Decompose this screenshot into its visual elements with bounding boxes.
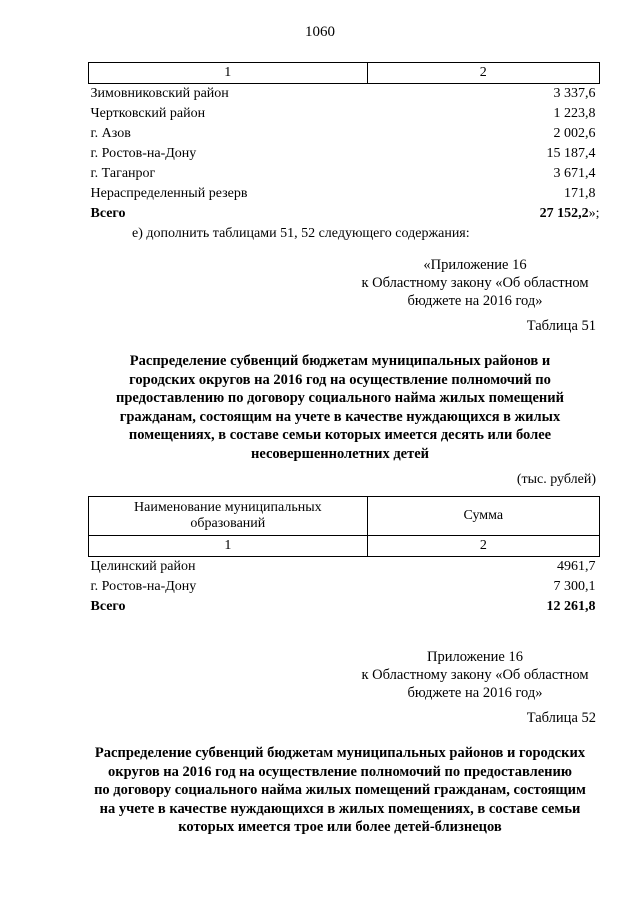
total-value: 12 261,8	[546, 599, 596, 614]
table-row	[89, 577, 600, 597]
row-name: Чертковский район	[90, 106, 206, 121]
row-name: г. Ростов-на-Дону	[90, 579, 197, 594]
table-51-label: Таблица 51	[526, 318, 596, 334]
header-line: образований	[190, 516, 266, 531]
heading-line: которых имеется трое или более детей-близнецов	[178, 819, 502, 835]
page-number: 1060	[305, 24, 335, 40]
table-row	[89, 557, 600, 578]
index-row	[89, 536, 600, 557]
total-cell	[367, 204, 599, 224]
row-value: 2 002,6	[553, 126, 596, 141]
appendix-line: Приложение 16	[427, 649, 523, 665]
row-name: Зимовниковский район	[90, 86, 229, 101]
table-52-label: Таблица 52	[526, 710, 596, 726]
index-cell-2: 2	[367, 536, 599, 557]
row-name: г. Таганрог	[90, 166, 156, 181]
appendix-block-2	[345, 648, 605, 702]
row-value: 171,8	[564, 186, 596, 201]
total-suffix: »;	[588, 206, 600, 221]
header-cell-1: 1	[89, 63, 368, 84]
table-row	[89, 104, 600, 124]
table-51	[88, 496, 600, 617]
total-label: Всего	[90, 206, 126, 221]
units-label: (тыс. рублей)	[516, 472, 596, 487]
row-value: 3 671,4	[553, 166, 596, 181]
row-name: Целинский район	[90, 559, 196, 574]
heading-line: помещениях, в составе семьи которых имеется десять или более	[128, 427, 552, 443]
total-value: 27 152,2	[539, 206, 589, 221]
row-name: г. Ростов-на-Дону	[90, 146, 197, 161]
instruction-text: е) дополнить таблицами 51, 52 следующего содержания:	[132, 226, 470, 241]
header-sum: Сумма	[367, 497, 599, 536]
appendix-line: бюджете на 2016 год»	[407, 685, 543, 701]
heading-line: гражданам, состоящим на учете в качестве нуждающихся в жилых	[119, 408, 561, 425]
appendix-line: к Областному закону «Об областном	[361, 275, 589, 291]
table-row	[89, 144, 600, 164]
appendix-line: «Приложение 16	[423, 257, 527, 273]
row-value: 1 223,8	[553, 106, 596, 121]
header-municipality	[89, 497, 368, 536]
row-value: 4961,7	[557, 559, 596, 574]
heading-line: городских округов на 2016 год на осуществление полномочий по	[129, 371, 551, 388]
heading-line: на учете в качестве нуждающихся в жилых помещениях, в составе семьи	[99, 800, 581, 817]
total-row	[89, 204, 600, 224]
table-header-row	[89, 497, 600, 536]
total-label: Всего	[90, 599, 126, 614]
heading-line: по договору социального найма жилых помещений гражданам, состоящим	[94, 782, 586, 798]
heading-line: Распределение субвенций бюджетам муниципальных районов и	[129, 353, 551, 369]
total-row	[89, 597, 600, 617]
index-cell-1: 1	[89, 536, 368, 557]
header-line: Наименование муниципальных	[134, 500, 322, 515]
header-cell-2: 2	[367, 63, 599, 84]
table-row	[89, 164, 600, 184]
table-row	[89, 124, 600, 144]
heading-line: округов на 2016 год на осуществление полномочий по предоставлению	[108, 763, 572, 780]
row-name: г. Азов	[90, 126, 131, 141]
row-value: 7 300,1	[553, 579, 596, 594]
row-value: 3 337,6	[553, 86, 596, 101]
heading-line: Распределение субвенций бюджетам муниципальных районов и городских	[94, 745, 586, 761]
table-header-row	[89, 63, 600, 84]
heading-line: предоставлению по договору социального найма жилых помещений	[116, 390, 564, 406]
table-52-heading	[70, 744, 610, 837]
table-row	[89, 184, 600, 204]
appendix-block-1	[345, 256, 605, 310]
row-value: 15 187,4	[546, 146, 596, 161]
heading-line: несовершеннолетних детей	[250, 445, 430, 462]
table-row	[89, 84, 600, 105]
appendix-line: бюджете на 2016 год»	[407, 293, 543, 309]
appendix-line: к Областному закону «Об областном	[361, 667, 589, 683]
row-name: Нераспределенный резерв	[90, 186, 248, 201]
table-51-heading	[80, 352, 600, 463]
table-1	[88, 62, 600, 224]
